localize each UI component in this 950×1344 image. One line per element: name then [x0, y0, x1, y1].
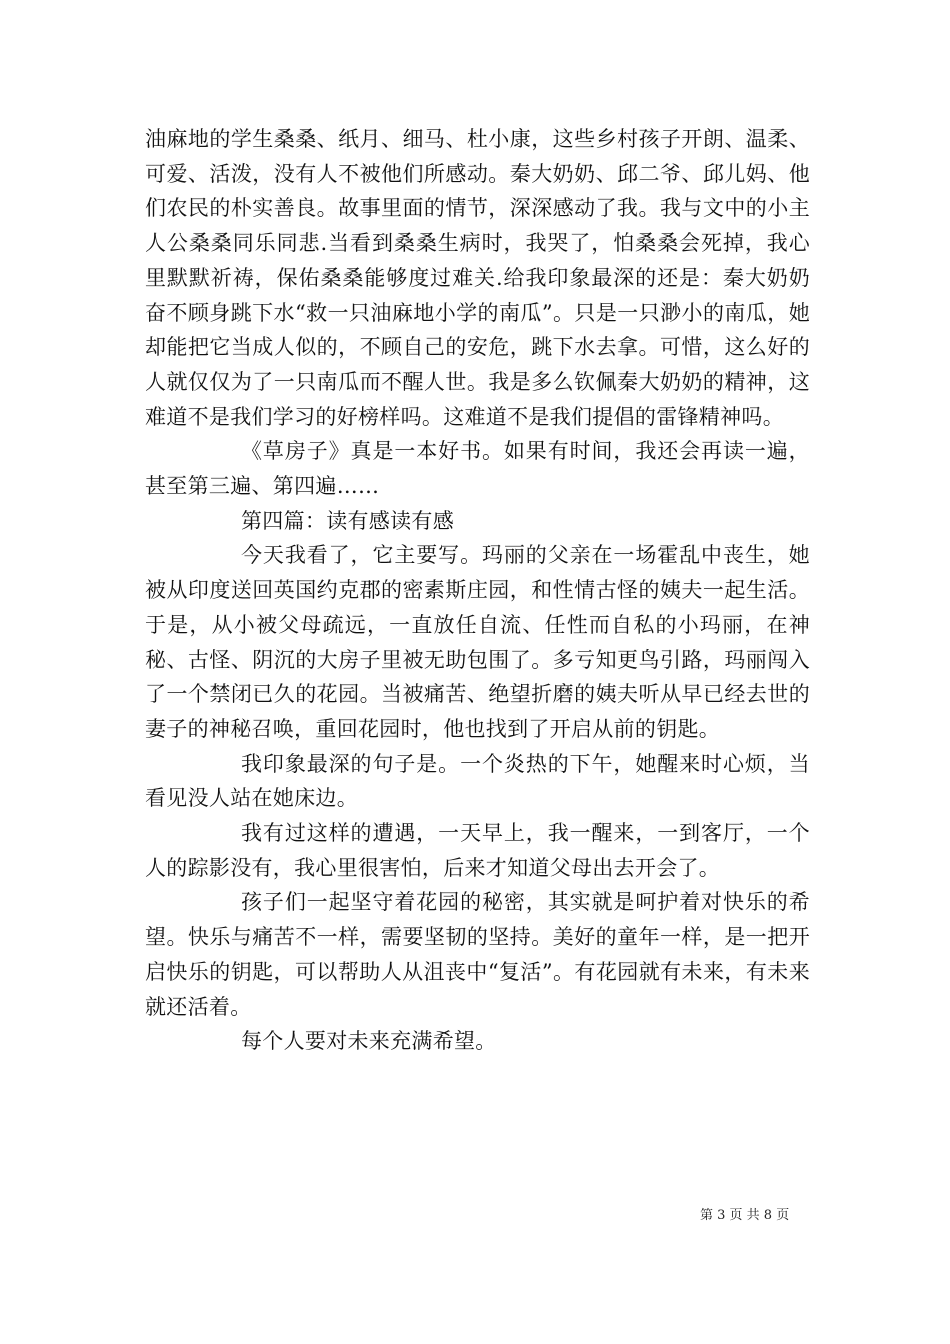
section-heading: 第四篇：读有感读有感 [241, 508, 454, 533]
paragraph-5: 我有过这样的遭遇，一天早上，我一醒来，一到客厅，一个人的踪影没有，我心里很害怕，后来才知道父母出去开会了。 [145, 821, 810, 880]
document-body [145, 122, 810, 1059]
paragraph-3: 今天我看了，它主要写。玛丽的父亲在一场霍乱中丧生，她被从印度送回英国约克郡的密素斯庄园，和性情古怪的姨夫一起生活。于是，从小被父母疏远，一直放任自流、任性而自私的小玛丽，在神秘、古怪、阴沉的大房子里被无助包围了。多亏知更鸟引路，玛丽闯入了一个禁闭已久的花园。当被痛苦、绝望折磨的姨夫听从早已经去世的妻子的神秘召唤，重回花园时，他也找到了开启从前的钥匙。 [145, 543, 810, 741]
paragraph-1: 油麻地的学生桑桑、纸月、细马、杜小康，这些乡村孩子开朗、温柔、可爱、活泼，没有人不被他们所感动。秦大奶奶、邱二爷、邱儿妈、他们农民的朴实善良。故事里面的情节，深深感动了我。我与文中的小主人公桑桑同乐同悲.当看到桑桑生病时，我哭了，怕桑桑会死掉，我心里默默祈祷，保佑桑桑能够度过难关.给我印象最深的还是：秦大奶奶奋不顾身跳下水“救一只油麻地小学的南瓜”。只是一只渺小的南瓜，她却能把它当成人似的，不顾自己的安危，跳下水去拿。可惜，这么好的人就仅仅为了一只南瓜而不醒人世。我是多么钦佩秦大奶奶的精神，这难道不是我们学习的好榜样吗。这难道不是我们提倡的雷锋精神吗。 [145, 127, 810, 429]
paragraph-6: 孩子们一起坚守着花园的秘密，其实就是呵护着对快乐的希望。快乐与痛苦不一样，需要坚韧的坚持。美好的童年一样，是一把开启快乐的钥匙，可以帮助人从沮丧中“复活”。有花园就有未来，有未来就还活着。 [145, 890, 810, 1019]
paragraph-7: 每个人要对未来充满希望。 [241, 1029, 497, 1054]
paragraph-2: 《草房子》真是一本好书。如果有时间，我还会再读一遍，甚至第三遍、第四遍…… [145, 439, 810, 499]
page-number-footer: 第 3 页 共 8 页 [700, 1208, 790, 1223]
paragraph-4: 我印象最深的句子是。一个炎热的下午，她醒来时心烦，当看见没人站在她床边。 [145, 751, 810, 811]
